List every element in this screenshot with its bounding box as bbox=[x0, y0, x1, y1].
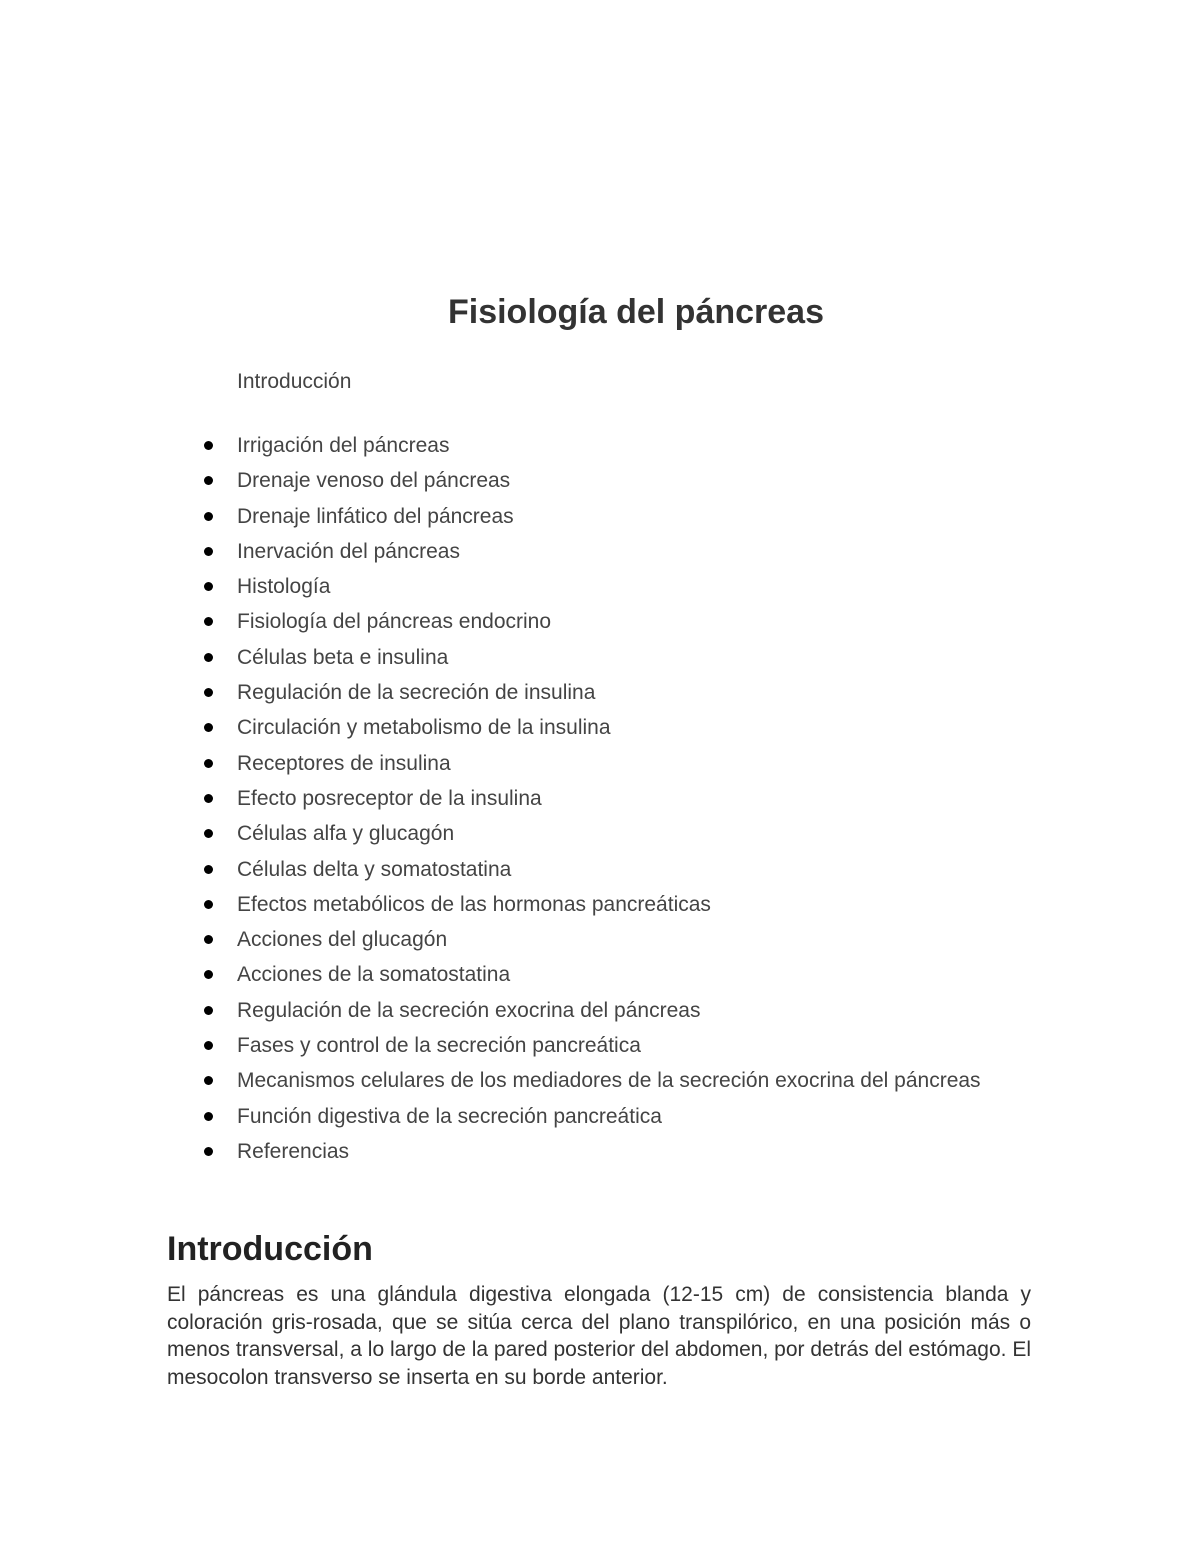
list-item bbox=[237, 499, 997, 534]
list-item-text: Receptores de insulina bbox=[237, 751, 451, 775]
bullet-icon bbox=[204, 723, 213, 732]
list-item-text: Referencias bbox=[237, 1139, 350, 1163]
list-item bbox=[237, 1134, 997, 1169]
list-item-text: Efectos metabólicos de las hormonas pancreáticas bbox=[237, 892, 711, 916]
bullet-icon bbox=[204, 794, 213, 803]
list-item bbox=[237, 640, 997, 675]
list-item-text: Drenaje venoso del páncreas bbox=[237, 469, 511, 493]
list-item bbox=[237, 1028, 997, 1063]
list-item-text: Mecanismos celulares de los mediadores de la secreción exocrina del páncreas bbox=[237, 1069, 981, 1093]
list-item bbox=[237, 922, 997, 957]
intro-paragraph: El páncreas es una glándula digestiva elongada (12-15 cm) de consistencia blanda y coloración gris-rosada, que se sitúa cerca del plano transpilórico, en una posición más o menos transversal, a lo largo de la pared posterior del abdomen, por detrás del estómago. El mesocolon transverso se inserta en su borde anterior. bbox=[167, 1283, 1031, 1389]
bullet-icon bbox=[204, 829, 213, 838]
list-item-text: Función digestiva de la secreción pancreática bbox=[237, 1104, 662, 1128]
list-item-text: Efecto posreceptor de la insulina bbox=[237, 786, 542, 810]
bullet-icon bbox=[204, 935, 213, 944]
list-item bbox=[237, 887, 997, 922]
list-item bbox=[237, 781, 997, 816]
list-item-text: Circulación y metabolismo de la insulina bbox=[237, 716, 611, 740]
table-of-contents bbox=[237, 428, 997, 1169]
list-item bbox=[237, 746, 997, 781]
toc-intro-entry: Introducción bbox=[237, 370, 352, 393]
list-item bbox=[237, 428, 997, 463]
list-item bbox=[237, 604, 997, 639]
bullet-icon bbox=[204, 1112, 213, 1121]
bullet-icon bbox=[204, 1147, 213, 1156]
bullet-icon bbox=[204, 1006, 213, 1015]
bullet-icon bbox=[204, 441, 213, 450]
list-item-text: Histología bbox=[237, 575, 331, 599]
list-item-text: Regulación de la secreción exocrina del páncreas bbox=[237, 998, 701, 1022]
list-item-text: Inervación del páncreas bbox=[237, 539, 460, 563]
bullet-icon bbox=[204, 970, 213, 979]
list-item bbox=[237, 993, 997, 1028]
list-item bbox=[237, 569, 997, 604]
section-heading: Introducción bbox=[167, 1230, 373, 1268]
bullet-icon bbox=[204, 900, 213, 909]
list-item-text: Células alfa y glucagón bbox=[237, 822, 455, 846]
bullet-icon bbox=[204, 688, 213, 697]
list-item bbox=[237, 534, 997, 569]
list-item bbox=[237, 463, 997, 498]
bullet-icon bbox=[204, 865, 213, 874]
bullet-icon bbox=[204, 512, 213, 521]
list-item bbox=[237, 1063, 997, 1098]
bullet-icon bbox=[204, 759, 213, 768]
bullet-icon bbox=[204, 1041, 213, 1050]
bullet-icon bbox=[204, 617, 213, 626]
list-item-text: Regulación de la secreción de insulina bbox=[237, 681, 596, 705]
list-item-text: Fisiología del páncreas endocrino bbox=[237, 610, 552, 634]
bullet-icon bbox=[204, 1076, 213, 1085]
list-item-text: Drenaje linfático del páncreas bbox=[237, 504, 514, 528]
list-item bbox=[237, 957, 997, 992]
list-item-text: Células beta e insulina bbox=[237, 645, 449, 669]
list-item bbox=[237, 710, 997, 745]
list-item bbox=[237, 675, 997, 710]
bullet-icon bbox=[204, 547, 213, 556]
list-item bbox=[237, 1099, 997, 1134]
list-item-text: Acciones del glucagón bbox=[237, 928, 448, 952]
bullet-icon bbox=[204, 582, 213, 591]
bullet-icon bbox=[204, 653, 213, 662]
list-item-text: Fases y control de la secreción pancreática bbox=[237, 1034, 641, 1058]
document-title: Fisiología del páncreas bbox=[447, 293, 824, 331]
list-item-text: Irrigación del páncreas bbox=[237, 434, 450, 457]
bullet-icon bbox=[204, 476, 213, 485]
list-item bbox=[237, 852, 997, 887]
list-item-text: Células delta y somatostatina bbox=[237, 857, 512, 881]
list-item-text: Acciones de la somatostatina bbox=[237, 963, 511, 987]
list-item bbox=[237, 816, 997, 851]
